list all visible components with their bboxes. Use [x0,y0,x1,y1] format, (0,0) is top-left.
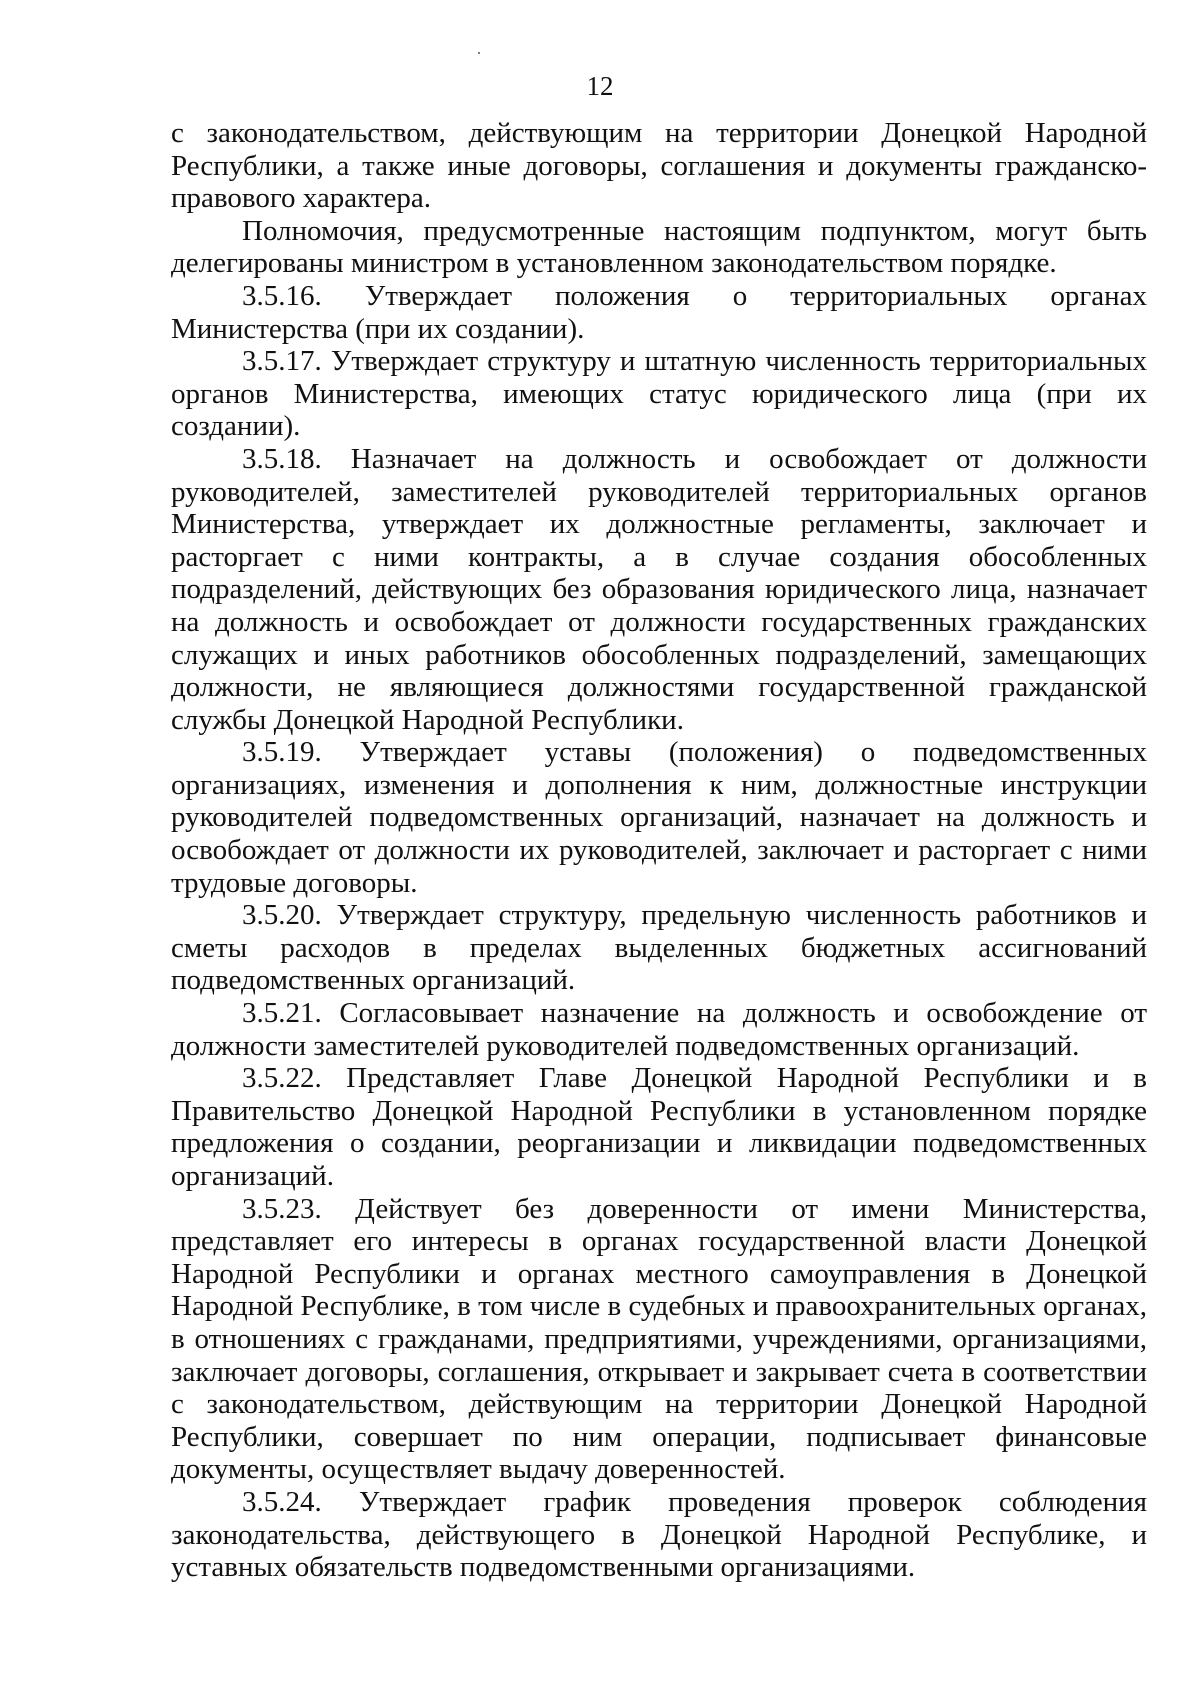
page-number: 12 [586,71,614,101]
document-body [171,117,1147,1584]
paragraph-3-5-22: 3.5.22. Представляет Главе Донецкой Народной Республики и в Правительство Донецкой Народной Республики в установленном порядке предложения о создании, реорганизации и ликвидации подведомственных организаций. [171,1062,1147,1192]
paragraph-3-5-17: 3.5.17. Утверждает структуру и штатную численность территориальных органов Министерства, имеющих статус юридического лица (при их создании). [171,345,1147,443]
paragraph-delegation: Полномочия, предусмотренные настоящим подпунктом, могут быть делегированы министром в установленном законодательством порядке. [171,214,1147,280]
paragraph-3-5-24: 3.5.24. Утверждает график проведения проверок соблюдения законодательства, действующего в Донецкой Народной Республике, и уставных обязательств подведомственными организациями. [171,1485,1147,1584]
paragraph-3-5-18: 3.5.18. Назначает на должность и освобождает от должности руководителей, заместителей руководителей территориальных органов Министерства, утверждает их должностные регламенты, заключает и расторгает с ними контракты, а в случае создания обособленных подразделений, действующих без образования юридического лица, назначает на должность и освобождает от должности государственных гражданских служащих и иных работников обособленных подразделений, замещающих должности, не являющиеся должностями государственной гражданской службы Донецкой Народной Республики. [171,442,1147,736]
paragraph-3-5-20: 3.5.20. Утверждает структуру, предельную численность работников и сметы расходов в пределах выделенных бюджетных ассигнований подведомственных организаций. [171,899,1147,997]
paragraph-3-5-23: 3.5.23. Действует без доверенности от имени Министерства, представляет его интересы в органах государственной власти Донецкой Народной Республики и органах местного самоуправления в Донецкой Народной Республике, в том числе в судебных и правоохранительных органах, в отношениях с гражданами, предприятиями, учреждениями, организациями, заключает договоры, соглашения, открывает и закрывает счета в соответствии с законодательством, действующим на территории Донецкой Народной Республики, совершает по ним операции, подписывает финансовые документы, осуществляет выдачу доверенностей. [171,1192,1147,1486]
scan-speck [478,52,480,54]
paragraph-3-5-19: 3.5.19. Утверждает уставы (положения) о подведомственных организациях, изменения и дополнения к ним, должностные инструкции руководителей подведомственных организаций, назначает на должность и освобождает от должности их руководителей, заключает и расторгает с ними трудовые договоры. [171,736,1147,899]
paragraph-3-5-16: 3.5.16. Утверждает положения о территориальных органах Министерства (при их создании). [171,279,1147,345]
paragraph-continuation: с законодательством, действующим на территории Донецкой Народной Республики, а также иные договоры, соглашения и документы гражданско-правового характера. [171,117,1147,215]
paragraph-3-5-21: 3.5.21. Согласовывает назначение на должность и освобождение от должности заместителей руководителей подведомственных организаций. [171,997,1147,1062]
